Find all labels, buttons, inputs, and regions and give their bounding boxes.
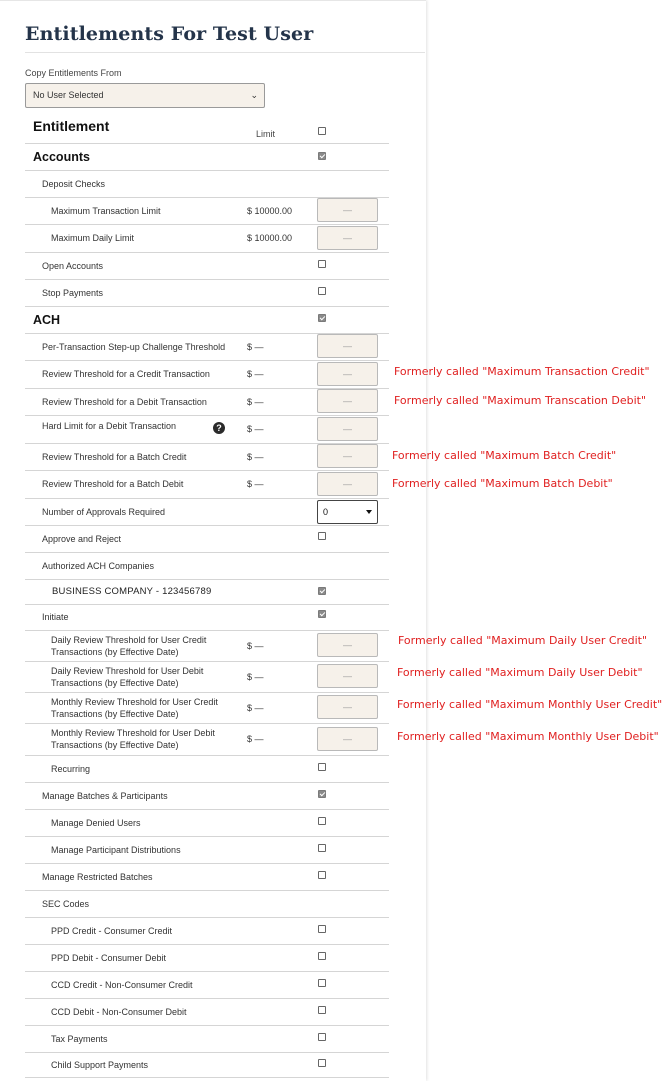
manage-denied-checkbox[interactable]: [318, 817, 326, 825]
hard-limit-debit-value: $ —: [247, 424, 264, 434]
row-deposit-checks: [25, 170, 389, 198]
max-transaction-limit-label: Maximum Transaction Limit: [51, 205, 161, 216]
max-transaction-limit-input[interactable]: —: [317, 198, 378, 222]
row-child-support: [25, 1052, 389, 1078]
business-company-label: BUSINESS COMPANY - 123456789: [52, 585, 212, 597]
header-row: [25, 116, 389, 144]
row-recurring: [25, 755, 389, 783]
open-accounts-label: Open Accounts: [42, 260, 104, 271]
deposit-checks-label: Deposit Checks: [42, 178, 106, 189]
manage-distributions-label: Manage Participant Distributions: [51, 844, 181, 855]
note-batch-credit: Formerly called "Maximum Batch Credit": [392, 449, 617, 462]
ppd-debit-label: PPD Debit - Consumer Debit: [51, 952, 167, 963]
ccd-debit-checkbox[interactable]: [318, 1006, 326, 1014]
daily-user-credit-line2: Transactions (by Effective Date): [51, 646, 179, 657]
ccd-credit-label: CCD Credit - Non-Consumer Credit: [51, 979, 193, 990]
monthly-user-credit-label: [51, 692, 218, 723]
copy-from-selected: No User Selected: [33, 90, 104, 100]
stop-payments-label: Stop Payments: [42, 287, 104, 298]
ppd-debit-checkbox[interactable]: [318, 952, 326, 960]
approve-reject-checkbox[interactable]: [318, 532, 326, 540]
note-debit-txn: Formerly called "Maximum Transcation Debit": [394, 394, 647, 407]
manage-distributions-checkbox[interactable]: [318, 844, 326, 852]
help-icon[interactable]: ?: [213, 422, 225, 434]
manage-restricted-label: Manage Restricted Batches: [42, 871, 153, 882]
num-approvals-select[interactable]: [317, 500, 378, 524]
daily-user-debit-value: $ —: [247, 671, 264, 682]
row-manage-batches: [25, 782, 389, 810]
initiate-checkbox[interactable]: [318, 610, 326, 618]
monthly-user-debit-line2: Transactions (by Effective Date): [51, 740, 179, 750]
row-open-accounts: [25, 252, 389, 280]
initiate-label: Initiate: [42, 612, 69, 622]
page-title: Entitlements For Test User: [25, 23, 314, 45]
monthly-user-debit-line1: Monthly Review Threshold for User Debit: [51, 728, 215, 738]
review-credit-txn-input[interactable]: —: [317, 362, 378, 386]
note-batch-debit: Formerly called "Maximum Batch Debit": [392, 477, 613, 490]
monthly-user-debit-value: $ —: [247, 734, 264, 744]
row-ppd-debit: [25, 944, 389, 972]
daily-user-debit-line2: Transactions (by Effective Date): [51, 677, 179, 688]
row-step-up: [25, 333, 389, 361]
ppd-credit-checkbox[interactable]: [318, 925, 326, 933]
row-monthly-user-credit: [25, 692, 389, 724]
review-debit-txn-input[interactable]: —: [317, 389, 378, 413]
step-up-input[interactable]: —: [317, 334, 378, 358]
row-initiate: [25, 604, 389, 631]
row-hard-limit-debit: [25, 415, 389, 444]
row-daily-user-debit: [25, 661, 389, 693]
note-daily-user-debit: Formerly called "Maximum Daily User Debit": [397, 666, 643, 679]
num-approvals-selected: 0: [323, 507, 329, 517]
section-ach-label: ACH: [33, 312, 61, 327]
recurring-checkbox[interactable]: [318, 763, 326, 771]
daily-user-debit-input[interactable]: —: [317, 664, 378, 688]
row-review-debit-txn: [25, 388, 389, 416]
row-ccd-debit: [25, 998, 389, 1026]
row-max-daily-limit: [25, 224, 389, 253]
child-support-checkbox[interactable]: [318, 1059, 326, 1067]
monthly-user-debit-label: [51, 723, 215, 755]
row-manage-distributions: [25, 836, 389, 864]
row-ppd-credit: [25, 917, 389, 945]
monthly-user-credit-line2: Transactions (by Effective Date): [51, 708, 179, 719]
open-accounts-checkbox[interactable]: [318, 260, 326, 268]
daily-user-credit-label: [51, 630, 206, 661]
ach-checkbox[interactable]: [318, 314, 326, 322]
manage-restricted-checkbox[interactable]: [318, 871, 326, 879]
row-tax-payments: [25, 1025, 389, 1053]
step-up-value: $ —: [247, 341, 264, 352]
step-up-label: Per-Transaction Step-up Challenge Threshold: [42, 341, 226, 352]
row-approve-reject: [25, 525, 389, 553]
manage-batches-checkbox[interactable]: [318, 790, 326, 798]
row-manage-denied: [25, 809, 389, 837]
copy-from-label: Copy Entitlements From: [25, 68, 122, 78]
row-stop-payments: [25, 279, 389, 307]
row-daily-user-credit: [25, 630, 389, 662]
review-debit-txn-value: $ —: [247, 396, 264, 407]
row-business-company: [25, 579, 389, 605]
business-company-checkbox[interactable]: [318, 587, 326, 595]
row-num-approvals: [25, 498, 389, 526]
stop-payments-checkbox[interactable]: [318, 287, 326, 295]
daily-user-debit-label: [51, 661, 203, 692]
copy-from-select[interactable]: [25, 83, 265, 108]
num-approvals-label: Number of Approvals Required: [42, 506, 166, 517]
authorized-companies-label: Authorized ACH Companies: [42, 560, 155, 571]
row-review-credit-txn: [25, 360, 389, 389]
child-support-label: Child Support Payments: [51, 1059, 149, 1070]
monthly-user-credit-line1: Monthly Review Threshold for User Credit: [51, 696, 218, 707]
note-daily-user-credit: Formerly called "Maximum Daily User Credit": [398, 634, 648, 647]
row-monthly-user-debit: [25, 723, 389, 756]
row-manage-restricted: [25, 863, 389, 891]
section-accounts: [25, 143, 389, 171]
hard-limit-debit-label: Hard Limit for a Debit Transaction: [42, 421, 177, 431]
entitlement-header: Entitlement: [33, 118, 110, 134]
review-batch-credit-label: Review Threshold for a Batch Credit: [42, 451, 187, 462]
max-daily-limit-input[interactable]: —: [317, 226, 378, 250]
max-transaction-limit-value: $ 10000.00: [247, 205, 293, 216]
limit-header: Limit: [256, 129, 276, 139]
review-batch-debit-value: $ —: [247, 479, 264, 489]
recurring-label: Recurring: [51, 763, 91, 774]
manage-denied-label: Manage Denied Users: [51, 817, 141, 828]
accounts-checkbox[interactable]: [318, 152, 326, 160]
tax-payments-checkbox[interactable]: [318, 1033, 326, 1041]
hard-limit-debit-input[interactable]: —: [317, 417, 378, 441]
title-divider: [25, 52, 425, 53]
row-sec-codes: [25, 890, 389, 918]
monthly-user-credit-value: $ —: [247, 702, 264, 713]
daily-user-credit-line1: Daily Review Threshold for User Credit: [51, 634, 207, 645]
max-daily-limit-value: $ 10000.00: [247, 233, 293, 243]
daily-user-credit-value: $ —: [247, 640, 264, 651]
caret-down-icon: [366, 510, 372, 514]
review-credit-txn-label: Review Threshold for a Credit Transaction: [42, 369, 210, 379]
review-batch-debit-label: Review Threshold for a Batch Debit: [42, 479, 184, 489]
daily-user-debit-line1: Daily Review Threshold for User Debit: [51, 665, 204, 676]
ccd-credit-checkbox[interactable]: [318, 979, 326, 987]
review-debit-txn-label: Review Threshold for a Debit Transaction: [42, 396, 207, 407]
review-batch-debit-input[interactable]: —: [317, 472, 378, 496]
ppd-credit-label: PPD Credit - Consumer Credit: [51, 925, 173, 936]
note-monthly-user-debit: Formerly called "Maximum Monthly User Debit": [397, 730, 659, 743]
daily-user-credit-input[interactable]: —: [317, 633, 378, 657]
row-max-transaction-limit: [25, 197, 389, 225]
monthly-user-credit-input[interactable]: —: [317, 695, 378, 719]
monthly-user-debit-input[interactable]: —: [317, 727, 378, 751]
section-accounts-label: Accounts: [33, 149, 90, 164]
row-ccd-credit: [25, 971, 389, 999]
approve-reject-label: Approve and Reject: [42, 533, 122, 544]
max-daily-limit-label: Maximum Daily Limit: [51, 233, 135, 243]
ccd-debit-label: CCD Debit - Non-Consumer Debit: [51, 1006, 187, 1017]
note-credit-txn: Formerly called "Maximum Transaction Credit": [394, 365, 650, 378]
chevron-down-icon: ⌄: [250, 90, 258, 100]
manage-batches-label: Manage Batches & Participants: [42, 790, 168, 801]
section-ach: [25, 306, 389, 334]
review-credit-txn-value: $ —: [247, 369, 264, 379]
row-authorized-companies: [25, 552, 389, 580]
review-batch-credit-value: $ —: [247, 451, 264, 462]
review-batch-credit-input[interactable]: —: [317, 444, 378, 468]
row-review-batch-credit: [25, 443, 389, 471]
note-monthly-user-credit: Formerly called "Maximum Monthly User Credit": [397, 698, 663, 711]
tax-payments-label: Tax Payments: [51, 1033, 108, 1044]
sec-codes-label: SEC Codes: [42, 898, 90, 909]
row-review-batch-debit: [25, 470, 389, 499]
